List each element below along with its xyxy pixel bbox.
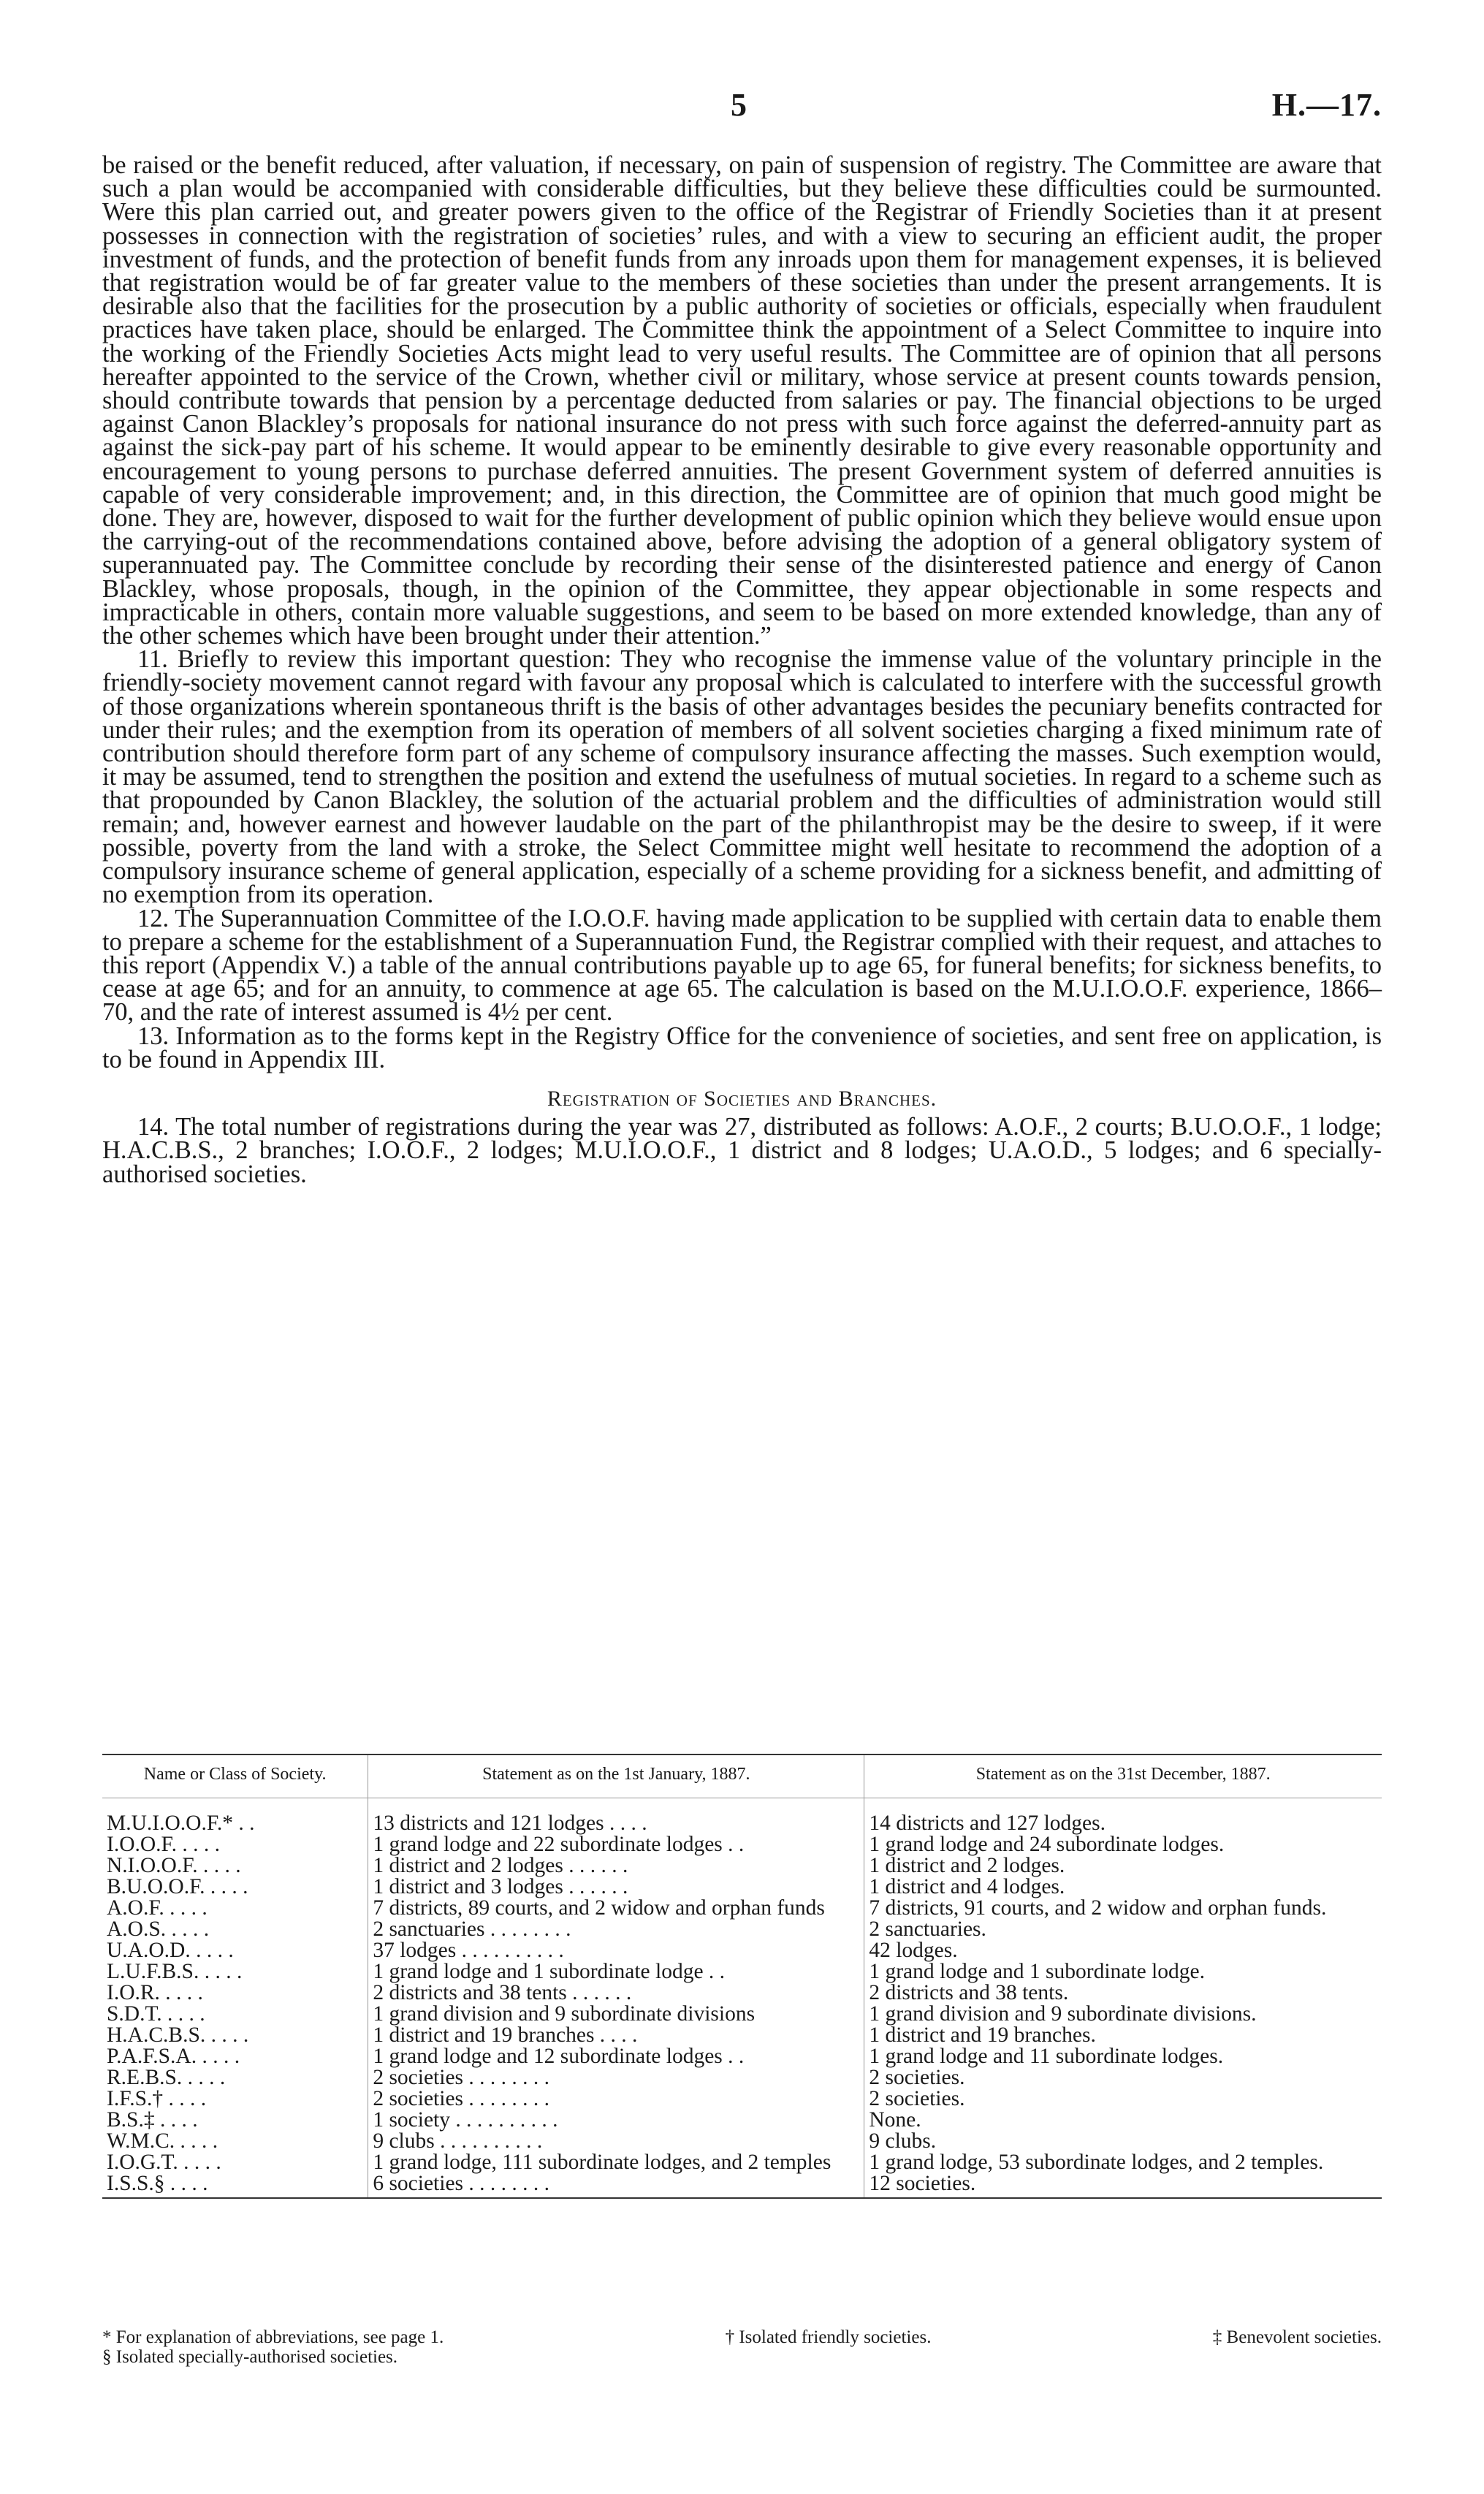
statement-january: 2 societies . . . . . . . .	[368, 2067, 864, 2088]
table-row	[102, 1940, 1382, 1961]
statement-january: 1 district and 3 lodges . . . . . .	[368, 1877, 864, 1898]
society-name: A.O.S. . . . .	[102, 1919, 368, 1940]
society-name: I.S.S.§ . . . .	[102, 2173, 368, 2198]
table-row	[102, 1798, 1382, 1835]
table-row	[102, 1877, 1382, 1898]
statement-december: 2 sanctuaries.	[869, 1917, 986, 1941]
footnote-isolated-friendly: † Isolated friendly societies.	[725, 2327, 932, 2347]
page-header	[102, 86, 1382, 137]
statement-december: 9 clubs.	[869, 2129, 937, 2153]
table-row	[102, 2131, 1382, 2152]
statement-january: 1 grand lodge and 22 subordinate lodges . .	[368, 1834, 864, 1855]
footnote-row	[102, 2327, 1382, 2347]
paragraph-14: 14. The total number of registrations during the year was 27, distributed as follows: A.O.F., 2 courts; B.U.O.O.F., 1 lodge; H.A.C.B.S., 2 branches; I.O.O.F., 2 lodges; M.U.I.O.O.F., 1 district and 8 lodges; U.A.O.D., 5 lodges; and 6 specially-authorised societies.	[102, 1113, 1382, 1188]
society-name: I.O.O.F. . . . .	[102, 1834, 368, 1855]
statement-january: 1 district and 2 lodges . . . . . .	[368, 1855, 864, 1877]
column-header-society: Name or Class of Society.	[102, 1754, 368, 1798]
statement-december: 1 grand division and 9 subordinate divisions.	[869, 2002, 1257, 2026]
statement-december: 1 grand lodge and 1 subordinate lodge.	[869, 1960, 1205, 1983]
society-name: I.F.S.† . . . .	[102, 2088, 368, 2110]
statement-january: 1 grand lodge, 111 subordinate lodges, and 2 temples	[368, 2152, 864, 2173]
paragraph-12: 12. The Superannuation Committee of the I.O.O.F. having made application to be supplied with certain data to enable them to prepare a scheme for the establishment of a Superannuation Fund, the Registrar complied with their request, and attaches to this report (Appendix V.) a table of the annual contributions payable up to age 65, for funeral benefits; for sickness benefits, to cease at age 65; and for an annuity, to commence at age 65. The calculation is based on the M.U.I.O.O.F. experience, 1866–70, and the rate of interest assumed is 4½ per cent.	[102, 904, 1382, 1027]
paragraph-continuation: be raised or the benefit reduced, after valuation, if necessary, on pain of suspension of registry. The Committee are aware that such a plan would be accompanied with considerable difficulties, but they believe these difficulties could be surmounted. Were this plan carried out, and greater powers given to the office of the Registrar of Friendly Societies than it at present possesses in connection with the registration of societies’ rules, and with a view to securing an efficient audit, the proper investment of funds, and the protection of benefit funds from any inroads upon them for management expenses, it is believed that registration would be of far greater value to the members of these societies than under the present arrangements. It is desirable also that the facilities for the prosecution by a public authority of societies or officials, especially when fraudulent practices have taken place, should be enlarged. The Committee think the appointment of a Select Committee to inquire into the working of the Friendly Societies Acts might lead to very useful results. The Committee are of opinion that all persons hereafter appointed to the service of the Crown, whether civil or military, whose service at present counts towards pension, should contribute towards that pension by a percentage deducted from salaries or pay. The financial objections to be urged against Canon Blackley’s proposals for national insurance do not press with such force against the deferred-annuity part as against the sick-pay part of his scheme. It would appear to be eminently desirable to give every reasonable opportunity and encouragement to young persons to purchase deferred annuities. The present Government system of deferred annuities is capable of very considerable improvement; and, in this direction, the Committee are of opinion that much good might be done. They are, however, disposed to wait for the further development of public opinion which they believe would ensue upon the carrying-out of the recommendations contained above, before advising the adoption of a general obligatory system of superannuated pay. The Committee conclude by recording their sense of the disinterested patience and energy of Canon Blackley, whose proposals, though, in the opinion of the Committee, they appear objectionable in some respects and impracticable in others, contain more valuable suggestions, and seem to be based on more extended knowledge, than any of the other schemes which have been brought under their attention.”	[102, 151, 1382, 650]
table-header-row	[102, 1754, 1382, 1798]
statement-december: 7 districts, 91 courts, and 2 widow and orphan funds.	[869, 1896, 1327, 1920]
footnote-isolated-special: § Isolated specially-authorised societies.	[102, 2347, 398, 2367]
table-row	[102, 2152, 1382, 2173]
society-name: U.A.O.D. . . . .	[102, 1940, 368, 1961]
statement-december: 2 societies.	[869, 2087, 965, 2110]
statement-january: 1 grand lodge and 12 subordinate lodges . .	[368, 2046, 864, 2067]
statement-december: 2 societies.	[869, 2066, 965, 2089]
table-row	[102, 1898, 1382, 1919]
body-text	[102, 153, 1382, 1186]
society-name: S.D.T. . . . .	[102, 2004, 368, 2025]
statement-january: 13 districts and 121 lodges . . . .	[368, 1798, 864, 1835]
column-header-january: Statement as on the 1st January, 1887.	[368, 1754, 864, 1798]
page-number: 5	[731, 87, 747, 123]
statement-december: 1 district and 2 lodges.	[869, 1854, 1065, 1877]
society-name: W.M.C. . . . .	[102, 2131, 368, 2152]
table-row	[102, 2067, 1382, 2088]
society-name: A.O.F. . . . .	[102, 1898, 368, 1919]
statement-january: 1 society . . . . . . . . . .	[368, 2110, 864, 2131]
statement-january: 2 districts and 38 tents . . . . . .	[368, 1982, 864, 2004]
society-name: R.E.B.S. . . . .	[102, 2067, 368, 2088]
paragraph-11: 11. Briefly to review this important question: They who recognise the immense value of the voluntary principle in the friendly-society movement cannot regard with favour any proposal which is calculated to interfere with the successful growth of those organizations wherein spontaneous thrift is the basis of other advantages besides the pecuniary benefits contracted for under their rules; and the exemption from its operation of members of all solvent societies charging a fixed minimum rate of contribution should therefore form part of any scheme of compulsory insurance affecting the masses. Such exemption would, it may be assumed, tend to strengthen the position and extend the usefulness of mutual societies. In regard to a scheme such as that propounded by Canon Blackley, the solution of the actuarial problem and the difficulties of administration would still remain; and, however earnest and however laudable on the part of the philanthropist may be the desire to sweep, if it were possible, poverty from the land with a stroke, the Select Committee might well hesitate to recommend the adoption of a compulsory insurance scheme of general application, especially of a scheme providing for a sickness benefit, and admitting of no exemption from its operation.	[102, 645, 1382, 909]
paragraph-13: 13. Information as to the forms kept in the Registry Office for the convenience of societies, and sent free on application, is to be found in Appendix III.	[102, 1022, 1382, 1073]
statement-december: 42 lodges.	[869, 1939, 958, 1962]
statement-december: 1 grand lodge, 53 subordinate lodges, and 2 temples.	[869, 2151, 1324, 2174]
statement-december: None.	[869, 2108, 921, 2132]
table-row	[102, 1919, 1382, 1940]
statement-december: 14 districts and 127 lodges.	[869, 1811, 1106, 1835]
statement-december: 1 district and 19 branches.	[869, 2023, 1096, 2047]
statement-january: 1 grand division and 9 subordinate divisions	[368, 2004, 864, 2025]
statement-january: 1 district and 19 branches . . . .	[368, 2025, 864, 2046]
document-reference: H.—17.	[1271, 87, 1382, 123]
footnote-benevolent: ‡ Benevolent societies.	[1212, 2327, 1382, 2347]
statement-december: 12 societies.	[864, 2173, 1382, 2198]
column-header-december: Statement as on the 31st December, 1887.	[864, 1754, 1382, 1798]
table-row	[102, 2046, 1382, 2067]
statement-january: 37 lodges . . . . . . . . . .	[368, 1940, 864, 1961]
society-name: H.A.C.B.S. . . . .	[102, 2025, 368, 2046]
society-name: N.I.O.O.F. . . . .	[102, 1855, 368, 1877]
table-row	[102, 1834, 1382, 1855]
statement-december: 1 grand lodge and 24 subordinate lodges.	[869, 1833, 1225, 1856]
statement-january: 1 grand lodge and 1 subordinate lodge . .	[368, 1961, 864, 1982]
table-row	[102, 2173, 1382, 2198]
statement-december: 2 districts and 38 tents.	[869, 1981, 1069, 2004]
statement-january: 9 clubs . . . . . . . . . .	[368, 2131, 864, 2152]
footnotes	[102, 2327, 1382, 2367]
table-row	[102, 1961, 1382, 1982]
table-row	[102, 1982, 1382, 2004]
statement-january: 7 districts, 89 courts, and 2 widow and orphan funds	[368, 1898, 864, 1919]
registration-table	[102, 1754, 1382, 2199]
statement-december: 1 grand lodge and 11 subordinate lodges.	[869, 2045, 1224, 2068]
society-name: B.U.O.O.F. . . . .	[102, 1877, 368, 1898]
table-row	[102, 1855, 1382, 1877]
statement-december: 1 district and 4 lodges.	[869, 1875, 1065, 1898]
statement-january: 2 societies . . . . . . . .	[368, 2088, 864, 2110]
society-name: M.U.I.O.O.F.* . .	[102, 1798, 368, 1835]
table-row	[102, 2004, 1382, 2025]
section-heading: Registration of Societies and Branches.	[547, 1086, 937, 1111]
table-row	[102, 2110, 1382, 2131]
table-row	[102, 2088, 1382, 2110]
statement-january: 6 societies . . . . . . . .	[368, 2173, 864, 2198]
society-name: P.A.F.S.A. . . . .	[102, 2046, 368, 2067]
society-name: I.O.G.T. . . . .	[102, 2152, 368, 2173]
society-name: B.S.‡ . . . .	[102, 2110, 368, 2131]
footnote-abbreviations: * For explanation of abbreviations, see page 1.	[102, 2327, 444, 2347]
statement-january: 2 sanctuaries . . . . . . . .	[368, 1919, 864, 1940]
society-name: I.O.R. . . . .	[102, 1982, 368, 2004]
table-row	[102, 2025, 1382, 2046]
society-name: L.U.F.B.S. . . . .	[102, 1961, 368, 1982]
